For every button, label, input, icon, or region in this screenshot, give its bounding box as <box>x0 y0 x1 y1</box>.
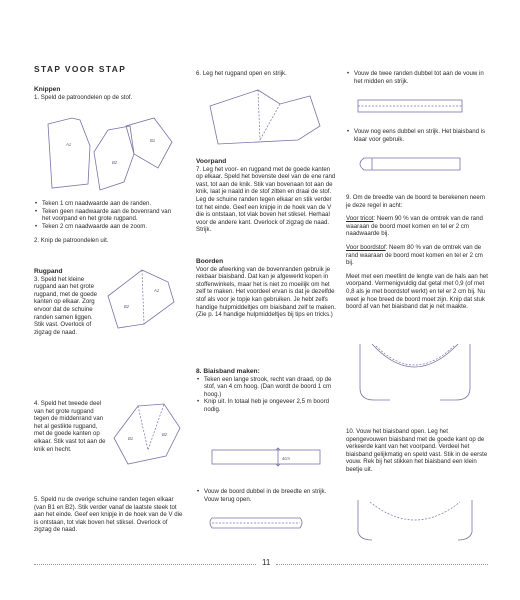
piece-label: A1 <box>66 142 72 147</box>
neckline-figure <box>350 338 480 410</box>
folded-strip-figure <box>206 512 306 536</box>
list-item: • Vouw de boord dubbel in de breedte en strijk. Vouw terug open. <box>204 488 336 503</box>
list-item: • Vouw nog eens dubbel en strijk. Het biaisband is klaar voor gebruik. <box>354 128 488 143</box>
list-item: • Teken 2 cm naadwaarde aan de zoom. <box>42 223 172 231</box>
boorden-heading: Boorden <box>196 258 224 265</box>
strip-height-label: 4cm <box>282 456 290 461</box>
small-back-piece-shape <box>126 118 172 168</box>
piece-label: B2 <box>124 304 130 309</box>
piece-label: B2 <box>112 160 118 165</box>
tricot-label: Voor tricot <box>346 215 374 223</box>
step-8 <box>196 368 336 414</box>
step-8-heading: 8. Biaisband maken: <box>196 368 260 375</box>
boordstof-label: Voor boordstof <box>346 243 386 251</box>
piece-label: B1 <box>150 138 156 143</box>
top-outline <box>360 344 470 400</box>
boordstof-rule <box>346 244 490 267</box>
list-item: • Teken 1 cm naadwaarde aan de randen. <box>42 200 172 208</box>
boordstof-text: : Neem 80 % van de omtrek van de rand waaraan de boord moet komen en tel er 2 cm bij. <box>346 243 483 267</box>
rugpand-section <box>34 268 98 336</box>
page-number: 11 <box>262 558 271 567</box>
list-item: • Vouw de twee randen dubbel tot aan de vouw in het midden en strijk. <box>354 70 488 85</box>
fold-again-note <box>346 128 488 143</box>
step3-figure <box>102 262 182 346</box>
seam-line <box>142 270 144 324</box>
cutting-notes <box>34 200 172 245</box>
step-2: 2. Knip de patroondelen uit. <box>34 237 109 245</box>
knippen-section <box>34 86 174 101</box>
step-9-intro: 9. Om de breedte van de boord te berekenen neem je deze regel in acht: <box>346 194 485 209</box>
joined-back-shape <box>108 270 174 328</box>
step-7: 7. Leg het voor- en rugpand met de goede kanten op elkaar. Speld het bovenste deel van de ene rand vast, tot aan de knik. Stik van bovenaan tot aan de knik, laat je naald in de stof zitten en draai de stof. Leg de schuine randen tegen elkaar en stik verder tot het einde. Geef een knipje in de hoek van de V die is ontstaan, tot vlak boven het stiksel. Herhaal voor de andere kant. Overlock of zigzag de naad. Strijk. <box>196 165 336 234</box>
step-1: 1. Speld de patroondelen op de stof. <box>34 93 133 101</box>
pattern-pieces-figure <box>38 108 178 196</box>
step-3: 3. Speld het kleine rugpand aan het grote rugpand, met de goede kanten op elkaar. Zorg ervoor dat de schuine randen samen liggen. Stik vast. Overlock of zigzag de naad. <box>34 275 98 336</box>
boorden-text: Voor de afwerking van de bovenranden gebruik je rekbaar biaisband. Dat kan je afgewerkt kopen in stoffenwinkels, maar het is niet zo moeilijk om het zelf te maken. Het voordeel ervan is dat je dezelfde stof als voor je topje kan gebruiken. Je hebt zelfs handige hulpmiddeltjes om biaisband zelf te maken. (Zie p. 14 handige hulpmiddeltjes bij tips en tricks.) <box>196 265 336 319</box>
list-item: • Teken geen naadwaarde aan de bovenrand van het voorpand en het grote rugpand. <box>42 208 172 223</box>
knippen-heading: Knippen <box>34 86 61 93</box>
boorden-section <box>196 258 336 319</box>
pinned-binding <box>370 502 460 520</box>
strip-figure <box>206 444 326 474</box>
step-6: 6. Leg het rugpand open en strijk. <box>196 70 287 77</box>
voorpand-heading: Voorpand <box>196 158 227 165</box>
opened-back-shape <box>210 90 320 144</box>
neckline-edge <box>372 344 458 367</box>
measure-text: Meet met een meetlint de lengte van de hals aan het voorpand. Vermenigvuldig dat getal met 0,9 (of met 0,8 als je met boordstof werkt) en tel er 2 cm bij. Nu weet je hoe breed de boord moet zijn. Knip dat stuk boord af van het biaisband dat je net maakte. <box>346 272 488 311</box>
neckline-seam <box>376 346 454 365</box>
finished-binding-figure <box>352 152 472 178</box>
piece-label: A1 <box>154 288 160 293</box>
fold-note <box>196 488 336 503</box>
folded-edges-figure <box>352 94 472 120</box>
page-title: STAP VOOR STAP <box>34 64 127 74</box>
rugpand-heading: Rugpand <box>34 268 63 275</box>
step-5: 5. Speld nu de overige schuine randen tegen elkaar (van B1 en B2). Stik verder vanaf de laatste steek tot aan het einde. Geef een knipje in de hoek van de V die is ontstaan, tot vlak boven het stiksel. Overlock of zigzag de naad. <box>34 496 183 534</box>
seam-line <box>138 404 164 450</box>
footer-rule-left <box>34 564 256 565</box>
tricot-text: : Neem 90 % van de omtrek van de rand waaraan de boord moet komen en tel er 2 cm naadwaarde bij. <box>346 215 483 238</box>
footer-rule-right <box>276 564 488 565</box>
height-arrow <box>276 448 280 466</box>
fabric-strip-shape <box>212 450 320 464</box>
finished-binding-shape <box>360 158 460 170</box>
step-4: 4. Speld het tweede deel van het grote rugpand tegen de middenrand van het al gestikte rugpand, met de goede kanten op elkaar. Stik vast tot aan de knik en hecht. <box>34 400 106 453</box>
step-10: 10. Vouw het biaisband open. Leg het opengevouwen biaisband met de goede kant op de verkeerde kant van het voorpand. Verdeel het biaisband gelijkmatig en speld vast. Stik in de eerste vouw. Rek bij het stikken het biaisband een klein beetje uit. <box>346 428 488 473</box>
list-item: • Knip uit. In totaal heb je ongeveer 2,5 m boord nodig. <box>204 398 336 413</box>
back-piece-shape <box>94 126 134 190</box>
list-item: • Teken een lange strook, recht van draad, op de stof, van 4 cm hoog. (Dan wordt de boord 1 cm hoog.) <box>204 376 336 399</box>
tricot-rule <box>346 215 490 238</box>
voorpand-section <box>196 158 336 234</box>
piece-label: B2 <box>162 432 168 437</box>
seam-line <box>258 90 280 140</box>
step-9 <box>346 194 490 311</box>
fold-edges-note <box>346 70 488 85</box>
step4-figure <box>106 392 186 476</box>
step10-figure <box>350 496 480 546</box>
piece-label: B1 <box>128 436 134 441</box>
step6-figure <box>198 84 328 154</box>
front-piece-shape <box>48 118 90 188</box>
back-assembled-shape <box>114 404 180 464</box>
